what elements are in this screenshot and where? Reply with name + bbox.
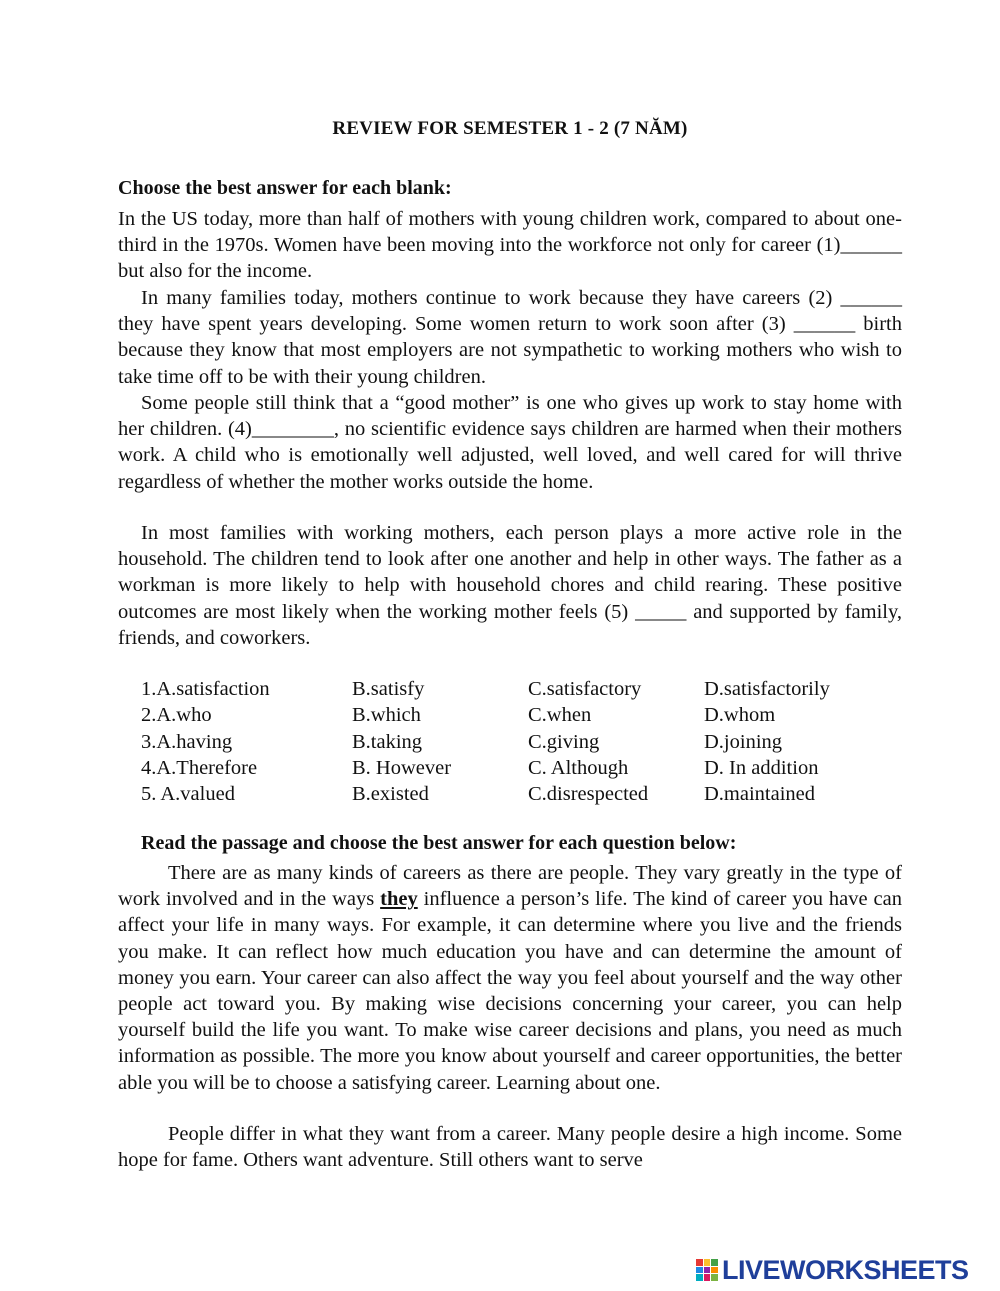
logo-cell [696,1274,703,1281]
logo-cell [704,1259,711,1266]
logo-cell [704,1267,711,1274]
passage1-paragraph-1: In the US today, more than half of mothers with young children work, compared to about one-third in the 1970s. Women have been moving into the workforce not only for career (1)______ but also for the income. [118,208,902,283]
logo-cell [711,1274,718,1281]
underlined-word-they: they [380,888,418,911]
section1-instruction: Choose the best answer for each blank: [118,177,452,199]
passage1-paragraph-2: In many families today, mothers continue to work because they have careers (2) ______ they have spent years developing. Some women return to work soon after (3) ______ birth because they know that most employers are not sympathetic to working mothers who wish to take time off to be with their young children. [118,287,902,388]
option-3b: B.taking [352,730,423,753]
option-1d: D.satisfactorily [704,678,830,700]
option-1b: B.satisfy [352,678,425,700]
option-2b: B.which [352,704,421,727]
option-2a: 2.A.who [141,704,212,727]
option-5d: D.maintained [704,783,816,806]
option-2d: D.whom [704,704,776,727]
logo-cell [696,1267,703,1274]
logo-cell [711,1267,718,1274]
option-3c: C.giving [528,730,600,753]
logo-cell [704,1274,711,1281]
section2-instruction: Read the passage and choose the best answer for each question below: [141,832,737,854]
passage2-text-start: There are as many kinds of careers as there are people. They vary greatly in the type of work involved and in the ways [118,862,902,911]
liveworksheets-logo [696,1255,992,1285]
brand-text: LIVEWORKSHEETS [722,1254,969,1285]
option-4d: D. In addition [704,756,819,779]
logo-cell [711,1259,718,1266]
option-3d: D.joining [704,730,783,753]
option-2c: C.when [528,704,592,727]
passage2-paragraph-1 [118,860,902,1096]
passage2-text-end: influence a person’s life. The kind of career you have can affect your life in many ways. For example, it can determine where you live and the friends you make. It can reflect how much education you have and can determine the amount of money you earn. Your career can also affect the way you feel about yourself and the way other people act toward you. By making wise decisions concerning your career, you can help yourself build the life you want. To make wise career decisions and plans, you need as much information as possible. The more you know about yourself and career opportunities, the better able you will be to choose a satisfying career. Learning about one. [118,888,902,1094]
option-4a: 4.A.Therefore [141,756,258,779]
liveworksheets-grid-icon [696,1259,718,1281]
option-1a: 1.A.satisfaction [141,678,270,700]
logo-cell [696,1259,703,1266]
option-5c: C.disrespected [528,783,649,806]
option-5b: B.existed [352,783,429,806]
passage1-paragraph-4: In most families with working mothers, each person plays a more active role in the household. The children tend to look after one another and help in other ways. The father as a workman is more likely to help with household chores and child rearing. These positive outcomes are most likely when the working mother feels (5) _____ and supported by family, friends, and coworkers. [118,522,902,649]
option-1c: C.satisfactory [528,678,642,700]
option-5a: 5. A.valued [141,783,235,806]
option-4c: C. Although [528,756,629,779]
page-title: REVIEW FOR SEMESTER 1 - 2 (7 NĂM) [332,118,688,139]
option-3a: 3.A.having [141,730,233,753]
passage1-paragraph-3: Some people still think that a “good mother” is one who gives up work to stay home with her children. (4)________, no scientific evidence says children are harmed when their mothers work. A child who is emotionally well adjusted, well loved, and well cared for will thrive regardless of whether the mother works outside the home. [118,392,902,493]
option-4b: B. However [352,756,452,779]
passage2-paragraph-2: People differ in what they want from a career. Many people desire a high income. Some hope for fame. Others want adventure. Still others want to serve [118,1123,902,1172]
